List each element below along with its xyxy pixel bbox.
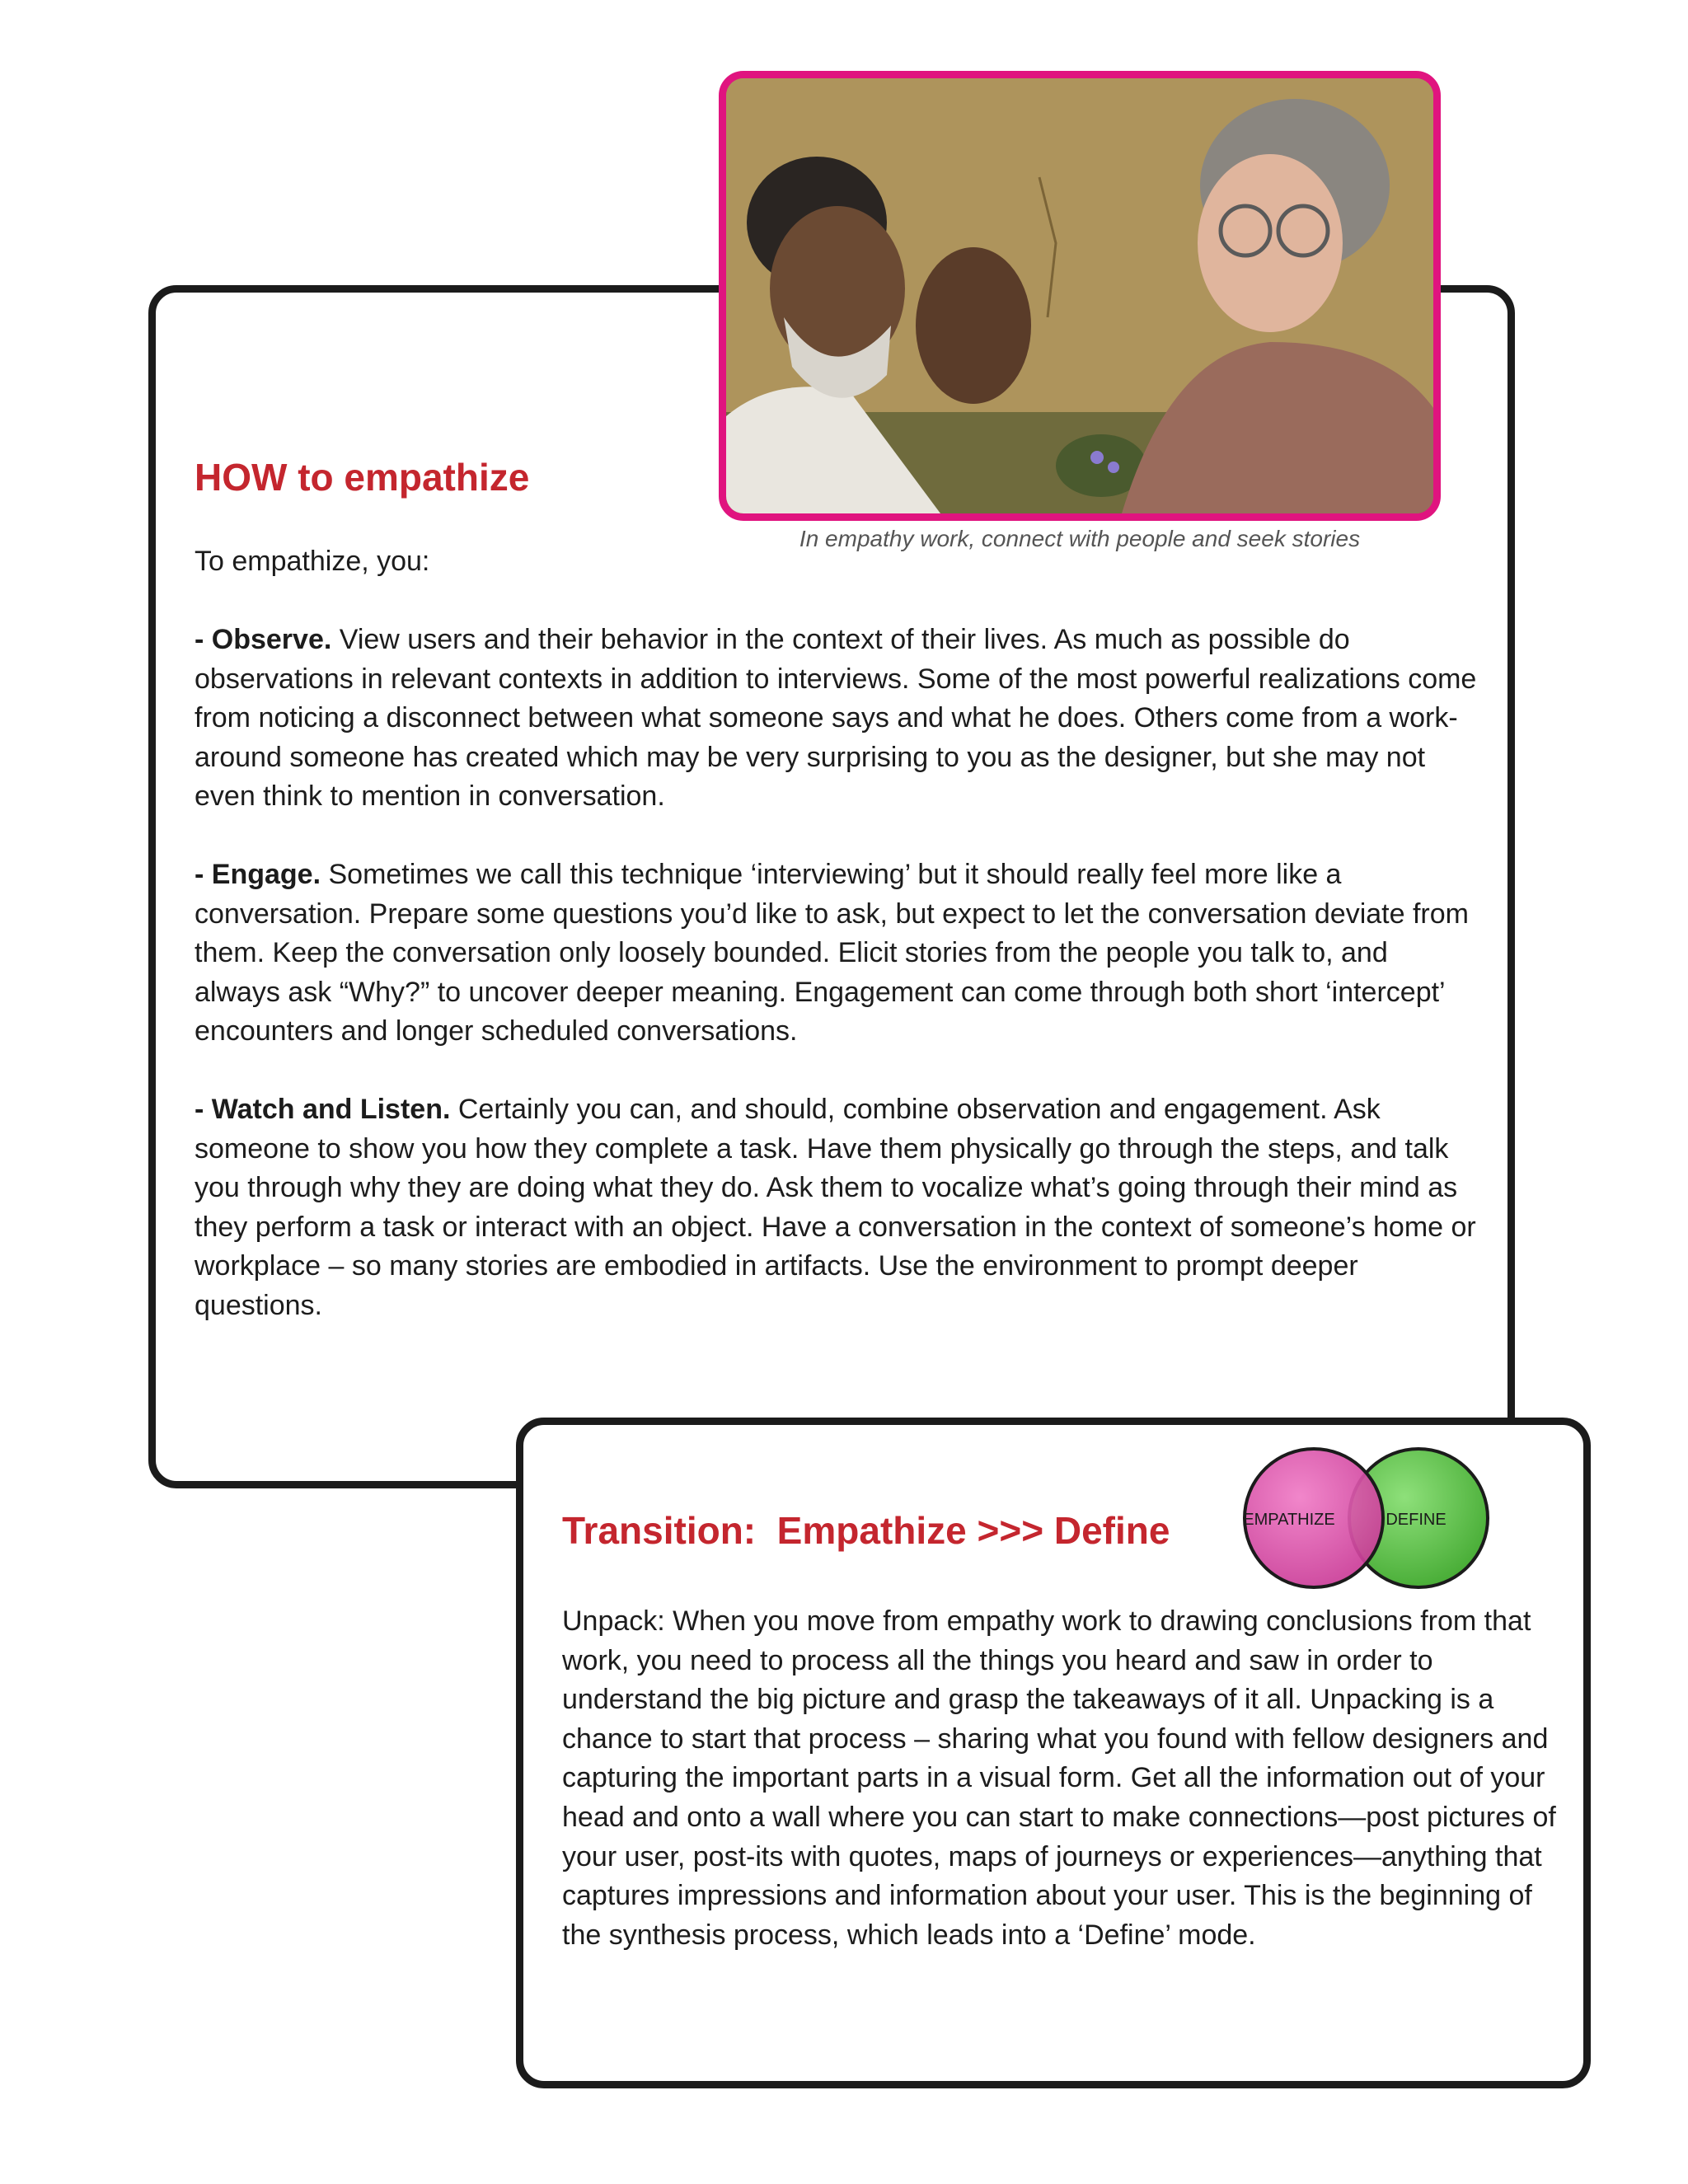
observe-label: - Observe. <box>195 624 332 655</box>
empathize-title: HOW to empathize <box>195 456 530 499</box>
people-talking-image <box>726 78 1433 513</box>
transition-body <box>562 1602 1559 1955</box>
engage-label: - Engage. <box>195 859 321 890</box>
photo-caption: In empathy work, connect with people and seek stories <box>799 526 1361 551</box>
empathize-body <box>195 542 1480 1365</box>
empathize-define-venn-diagram <box>1225 1444 1497 1592</box>
empathize-intro: To empathize, you: <box>195 546 430 577</box>
transition-title: Transition: Empathize >>> Define <box>562 1509 1170 1552</box>
watch-listen-paragraph <box>195 1090 1480 1325</box>
engage-paragraph <box>195 855 1480 1052</box>
observe-text: View users and their behavior in the context of their lives. As much as possible do observations in relevant contexts in addition to interviews. Some of the most powerful realizations come from noticing a disconnect between what someone says and what he does. Others come from a work-around someone has created which may be very surprising to you as the designer, but she may not even think to mention in conversation. <box>195 624 1477 812</box>
venn-empathize-label: EMPATHIZE <box>1243 1511 1335 1529</box>
watch-listen-label: - Watch and Listen. <box>195 1094 451 1125</box>
observe-paragraph <box>195 621 1480 817</box>
unpack-paragraph: Unpack: When you move from empathy work to drawing conclusions from that work, you need to process all the things you heard and saw in order to understand the big picture and grasp the takeaways of it all. Unpacking is a chance to start that process – sharing what you found with fellow designers and capturing the important parts in a visual form. Get all the information out of your head and onto a wall where you can start to make connections—post pictures of your user, post-its with quotes, maps of journeys or experiences—anything that captures impressions and information about your user. This is the beginning of the synthesis process, which leads into a ‘Define’ mode. <box>562 1605 1556 1951</box>
venn-define-label: DEFINE <box>1386 1511 1447 1529</box>
engage-text: Sometimes we call this technique ‘interviewing’ but it should really feel more like a conversation. Prepare some questions you’d like to ask, but expect to let the conversation deviate from them. Keep the conversation only loosely bounded. Elicit stories from the people you talk to, and always ask “Why?” to uncover deeper meaning. Engagement can come through both short ‘intercept’ encounters and longer scheduled conversations. <box>195 859 1469 1047</box>
watch-listen-text: Certainly you can, and should, combine observation and engagement. Ask someone to show you how they complete a task. Have them physically go through the steps, and talk you through why they are doing what they do. Ask them to vocalize what’s going through their mind as they perform a task or interact with an object. Have a conversation in the context of someone’s home or workplace – so many stories are embodied in artifacts. Use the environment to prompt deeper questions. <box>195 1094 1476 1321</box>
empathy-photo <box>719 71 1441 521</box>
